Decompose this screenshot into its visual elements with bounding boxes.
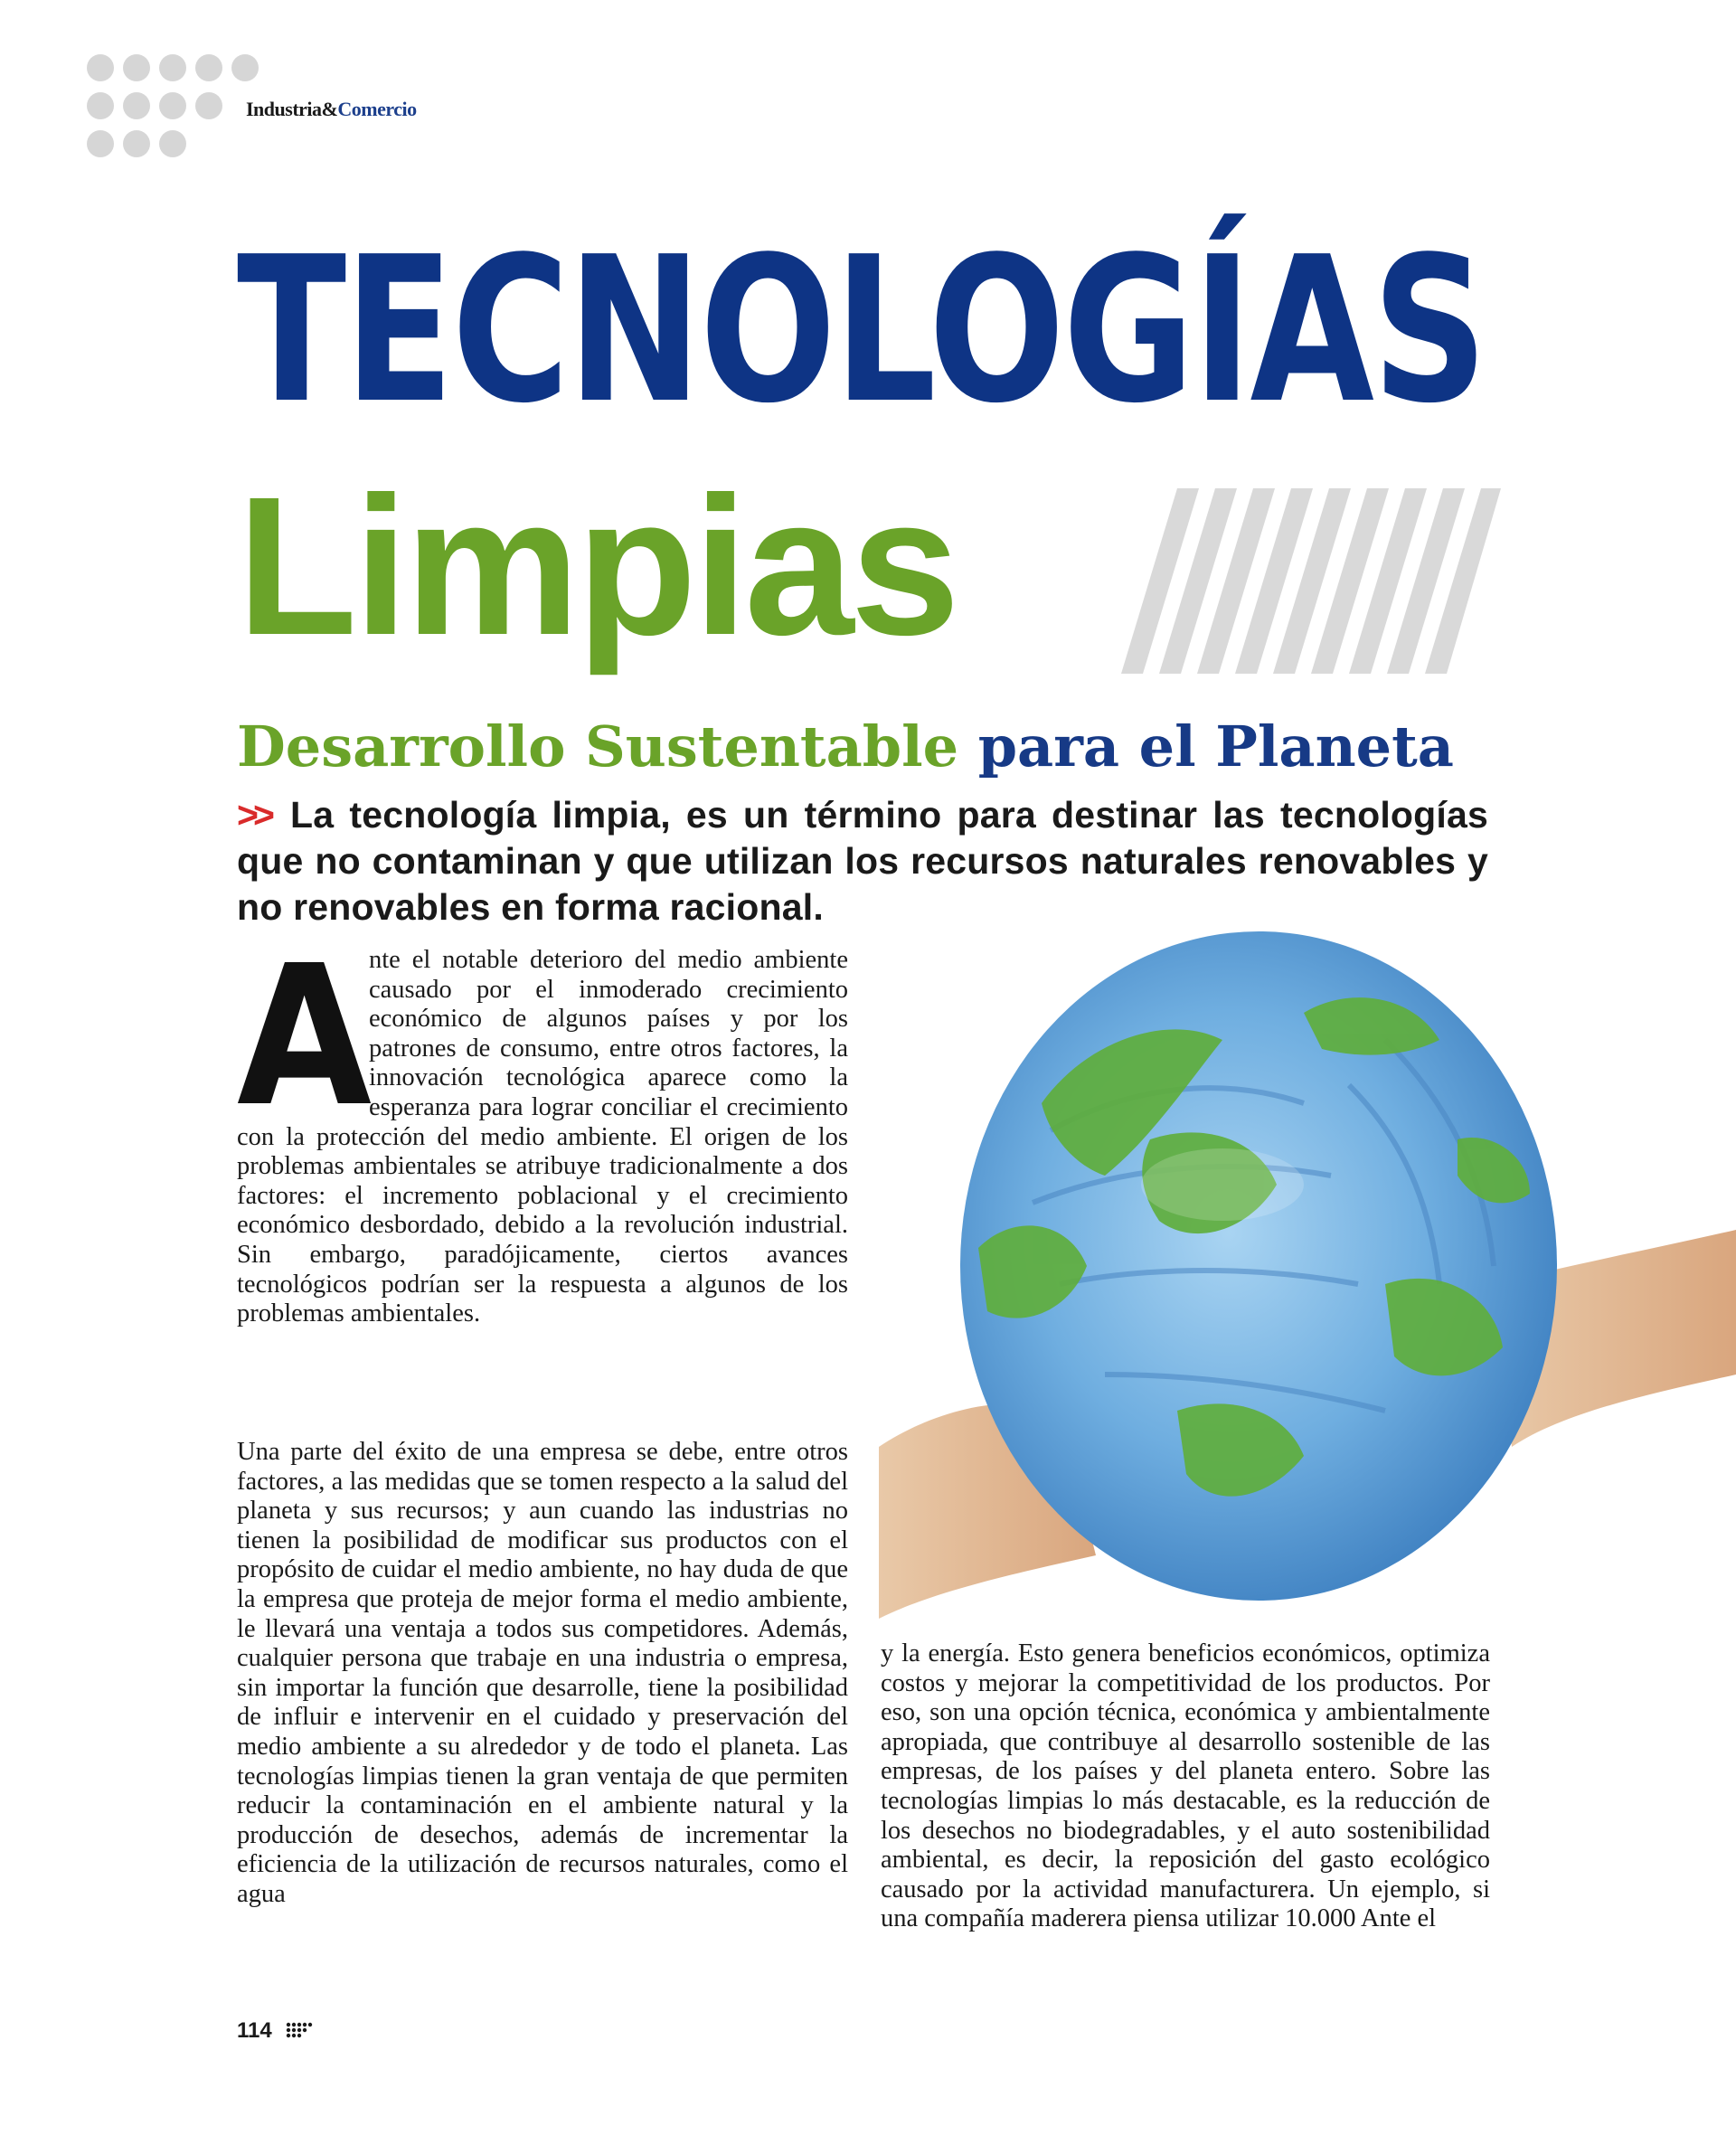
decor-dot bbox=[159, 92, 186, 119]
page-number: 114 bbox=[237, 2018, 272, 2043]
page-number-dots-icon bbox=[286, 2022, 322, 2040]
body-paragraph-3: y la energía. Esto genera beneficios económicos, optimiza costos y mejorar la competitividad de los productos. Por eso, son una opción técnica, económica y ambientalmente apropiada, que contribuye al desarrollo sostenible de las empresas, de los países y del planeta entero. Sobre las tecnologías limpias lo más destacable, es la reducción de los desechos no biodegradables, y el auto sostenibilidad ambiental, es decir, la reposición del gasto ecológico causado por la actividad manufacturera. Un ejemplo, si una compañía maderera piensa utilizar 10.000 Ante el bbox=[881, 1639, 1490, 1933]
body-column-1-top bbox=[237, 924, 848, 1329]
body-column-1-bottom bbox=[237, 1438, 848, 1910]
decor-dot bbox=[159, 54, 186, 81]
logo-part2: Comercio bbox=[337, 98, 417, 120]
article-deck bbox=[237, 711, 1454, 783]
decor-dot bbox=[123, 92, 150, 119]
decorative-stripes bbox=[1121, 488, 1501, 674]
logo-amp: & bbox=[321, 98, 338, 120]
decor-dot bbox=[159, 130, 186, 157]
header-dot-grid bbox=[87, 54, 268, 172]
decor-dot bbox=[87, 92, 114, 119]
lead-text: La tecnología limpia, es un término para destinar las tecnologías que no contaminan y que utilizan los recursos naturales renovables y no renovables en forma racional. bbox=[237, 794, 1488, 928]
body-column-2 bbox=[881, 1639, 1490, 1934]
decor-dot bbox=[195, 92, 222, 119]
chevron-icon: >> bbox=[237, 794, 269, 836]
magazine-logo bbox=[246, 98, 417, 121]
decor-dot bbox=[123, 54, 150, 81]
article-title: TECNOLOGÍAS bbox=[237, 214, 1486, 448]
decor-dot bbox=[87, 130, 114, 157]
decor-dot bbox=[123, 130, 150, 157]
decor-dot bbox=[195, 54, 222, 81]
deck-green-text: Desarrollo Sustentable bbox=[237, 713, 959, 779]
drop-cap: A bbox=[237, 924, 373, 1149]
deck-blue-text: para el Planeta bbox=[977, 713, 1454, 779]
decor-dot bbox=[87, 54, 114, 81]
article-title-line2: Limpias bbox=[237, 457, 957, 676]
body-paragraph-2: Una parte del éxito de una empresa se debe, entre otros factores, a las medidas que se tomen respecto a la salud del planeta y sus recursos; y aun cuando las industrias no tienen la posibilidad de modificar sus productos con el propósito de cuidar el medio ambiente, no hay duda de que la empresa que proteja de mejor forma el medio ambiente, le llevará una ventaja a todos sus competidores. Además, cualquier persona que trabaje en una industria o empresa, sin importar la función que desarrolle, tiene la posibilidad de influir e intervenir en el cuidado y preservación del medio ambiente a su alrededor y de todo el planeta. Las tecnologías limpias tienen la gran ventaja de que permiten reducir la contaminación en el ambiente natural y la producción de desechos, además de incrementar la eficiencia de la utilización de recursos naturales, como el agua bbox=[237, 1438, 848, 1908]
decor-dot bbox=[231, 54, 259, 81]
body-paragraph-1: nte el notable deterioro del medio ambiente causado por el inmoderado crecimiento económico de algunos países y por los patrones de consumo, entre otros factores, la innovación tecnológica aparece como la esperanza para lograr conciliar el crecimiento con la protección del medio ambiente. El origen de los problemas ambientales se atribuye tradicionalmente a dos factores: el incremento poblacional y el crecimiento económico desbordado, debido a la revolución industrial. Sin embargo, paradójicamente, ciertos avances tecnológicos podrían ser la respuesta a algunos de los problemas ambientales. bbox=[237, 946, 848, 1328]
logo-part1: Industria bbox=[246, 98, 322, 120]
hands-globe-image bbox=[879, 904, 1736, 1619]
